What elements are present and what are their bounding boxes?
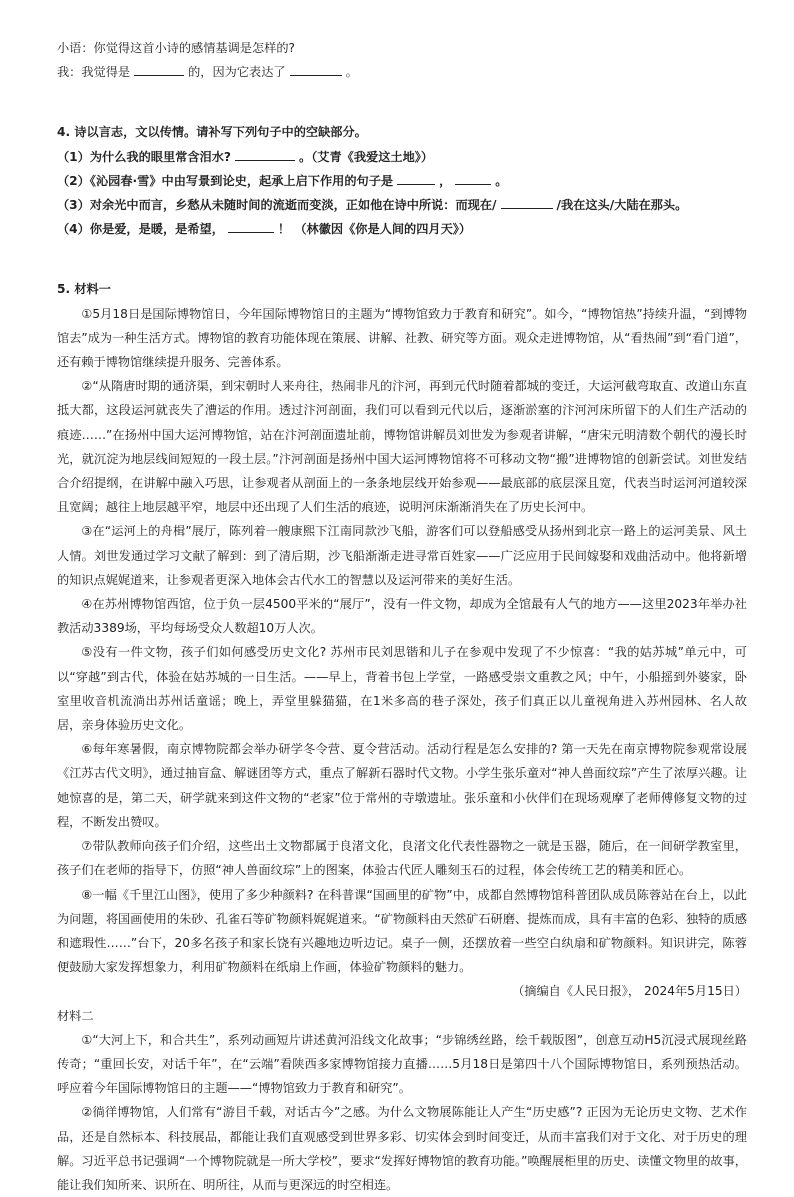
answer-blank[interactable] [134,61,184,76]
material-1-paragraph: ①5月18日是国际博物馆日，今年国际博物馆日的主题为“博物馆致力于教育和研究”。如今，“博物馆热”持续升温，“到博物馆去”成为一种生活方式。博物馆的教育功能体现在策展、讲解、社教、研究等方面。观众走进博物馆，从“看热闹”到“看门道”，还有赖于博物馆继续提升服务、完善体系。 [57,306,747,370]
question-4-item [57,217,747,241]
answer-blank[interactable] [397,170,435,185]
exam-page [57,36,747,1197]
material-1-paragraph: ⑧一幅《千里江山图》，使用了多少种颜料? 在科普课“国画里的矿物”中，成都自然博物馆科普团队成员陈蓉站在台上，以此为问题，将国画使用的朱砂、孔雀石等矿物颜料娓娓道来。“矿物颜料由天然矿石研磨、提炼而成，具有丰富的色彩、独特的质感和遮瑕性……”台下，20多名孩子和家长饶有兴趣地边听边记。桌子一侧，还摆放着一些空白纨扇和矿物颜料。知识讲完，陈蓉便鼓励大家发挥想象力，利用矿物颜料在纸扇上作画，体验矿物颜料的魅力。 [57,887,747,975]
item-text: ， [439,173,452,188]
material-1-paragraph: ④在苏州博物馆西馆，位于负一层4500平米的“展厅”，没有一件文物，却成为全馆最有人气的地方——这里2023年举办社教活动3389场，平均每场受众人数超10万人次。 [57,597,747,636]
question-5-title: 5. 材料一 [57,282,111,297]
question-4-item [57,193,747,217]
item-text: 。 [495,173,508,188]
question-4-title: 4. 诗以言志，文以传情。请补写下列句子中的空缺部分。 [57,125,367,140]
dialogue-line-2-c: 。 [345,65,358,80]
material-2-paragraph: ②徜徉博物馆，人们常有“游目千载，对话古今”之感。为什么文物展陈能让人产生“历史感”? 正因为无论历史文物、艺术作品，还是自然标本、科技展品，都能让我们直观感受到世界多彩、切实体会到时间变迁，从而丰富我们对于文化、对于历史的理解。习近平总书记强调“一个博物院就是一所大学校”，要求“发挥好博物馆的教育功能。”唤醒展柜里的历史、读懂文物里的故事，能让我们知所来、识所在、明所往，从而与更深远的时空相连。 [57,1105,747,1192]
material-1-paragraph: ②“从隋唐时期的通济渠，到宋朝时人来舟往，热闹非凡的汴河，再到元代时随着都城的变迁，大运河截弯取直、改道山东直抵大都，这段运河就丧失了漕运的作用。透过汴河剖面，我们可以看到元代以后，逐渐淤塞的汴河河床所留下的人们生产活动的痕迹……”在扬州中国大运河博物馆，站在汴河剖面遗址前，博物馆讲解员刘世发为参观者讲解，“唐宋元明清数个朝代的漫长时光，就沉淀为地层线间短短的一段土层。”汴河剖面是扬州中国大运河博物馆将不可移动文物“搬”进博物馆的创新尝试。刘世发结合介绍提纲，在讲解中融入巧思，让参观者从剖面上的一条条地层线开始参观——最底部的底层深且宽，代表当时运河河道较深且宽阔；越往上地层越平窄，地层中还出现了人们生活的痕迹，说明河床渐渐消失在了历史长河中。 [57,379,747,515]
dialogue-line-2-a: 我：我觉得是 [57,65,131,80]
answer-blank[interactable] [290,61,342,76]
material-1-paragraph: ⑤没有一件文物，孩子们如何感受历史文化? 苏州市民刘思锴和儿子在参观中发现了不少惊喜：“我的姑苏城”单元中，可以“穿越”到古代，体验在姑苏城的一日生活。——早上，背着书包上学堂，一路感受崇文重教之风；中午，小船摇到外婆家，卧室里收音机流淌出苏州话童谣；晚上，弄堂里躲猫猫，在1米多高的巷子深处，孩子们真正以儿童视角进入苏州园林、名人故居，亲身体验历史文化。 [57,645,747,733]
question-4-item [57,145,747,169]
material-1-paragraph: ⑥每年寒暑假，南京博物院都会举办研学冬令营、夏令营活动。活动行程是怎么安排的? 第一天先在南京博物院参观常设展《江苏古代文明》，通过抽盲盒、解谜团等方式，重点了解新石器时代文物。小学生张乐童对“神人兽面纹琮”产生了浓厚兴趣。让她惊喜的是，第二天，研学就来到这件文物的“老家”位于常州的寺墩遗址。张乐童和小伙伴们在现场观摩了老师傅修复文物的过程，不断发出赞叹。 [57,742,747,829]
item-text: （3）对余光中而言，乡愁从未随时间的流逝而变淡，正如他在诗中所说：而现在/ [57,198,497,213]
item-text: /我在这头/大陆在那头。 [556,198,688,213]
item-text: 。（艾青《我爱这土地》） [299,149,434,164]
answer-blank[interactable] [455,170,491,185]
item-text: （4）你是爱，是暖，是希望， [57,222,224,237]
material-1-paragraph: ③在“运河上的舟楫”展厅，陈列着一艘康熙下江南同款沙飞船，游客们可以登船感受从扬州到北京一路上的运河美景、风土人情。刘世发通过学习文献了解到：到了清后期，沙飞船渐渐走进寻常百姓家——广泛应用于民间嫁娶和戏曲活动中。他将新增的知识点娓娓道来，让参观者更深入地体会古代水工的智慧以及运河带来的美好生活。 [57,524,747,587]
item-text: （1）为什么我的眼里常含泪水? [57,149,231,164]
dialogue-line-2 [57,60,747,84]
answer-blank[interactable] [235,146,295,161]
material-1-source: （摘编自《人民日报》， 2024年5月15日） [512,984,747,999]
dialogue-line-2-b: 的，因为它表达了 [188,65,286,80]
question-4-item [57,169,747,193]
answer-blank[interactable] [501,194,553,209]
material-1-paragraph: ⑦带队教师向孩子们介绍，这些出土文物都属于良渚文化，良渚文化代表性器物之一就是玉器，随后，在一间研学教室里，孩子们在老师的指导下，仿照“神人兽面纹琮”上的图案，体验古代匠人雕刻玉石的过程，体会传统工艺的精美和匠心。 [57,839,747,878]
answer-blank[interactable] [228,218,274,233]
material-2-title: 材料二 [57,1008,94,1023]
item-text: ！ （林徽因《你是人间的四月天》） [277,222,472,237]
material-2-paragraph: ①“大河上下，和合共生”，系列动画短片讲述黄河沿线文化故事；“步锦绣丝路，绘千载版图”，创意互动H5沉浸式展现丝路传奇；“重回长安，对话千年”，在“云端”看陕西多家博物馆接力直播……5月18日是第四十八个国际博物馆日，系列预热活动。呼应着今年国际博物馆日的主题——“博物馆致力于教育和研究”。 [57,1032,747,1096]
dialogue-line-1: 小语：你觉得这首小诗的感情基调是怎样的? [57,41,296,55]
item-text: （2）《沁园春·雪》中由写景到论史，起承上启下作用的句子是 [57,173,394,188]
